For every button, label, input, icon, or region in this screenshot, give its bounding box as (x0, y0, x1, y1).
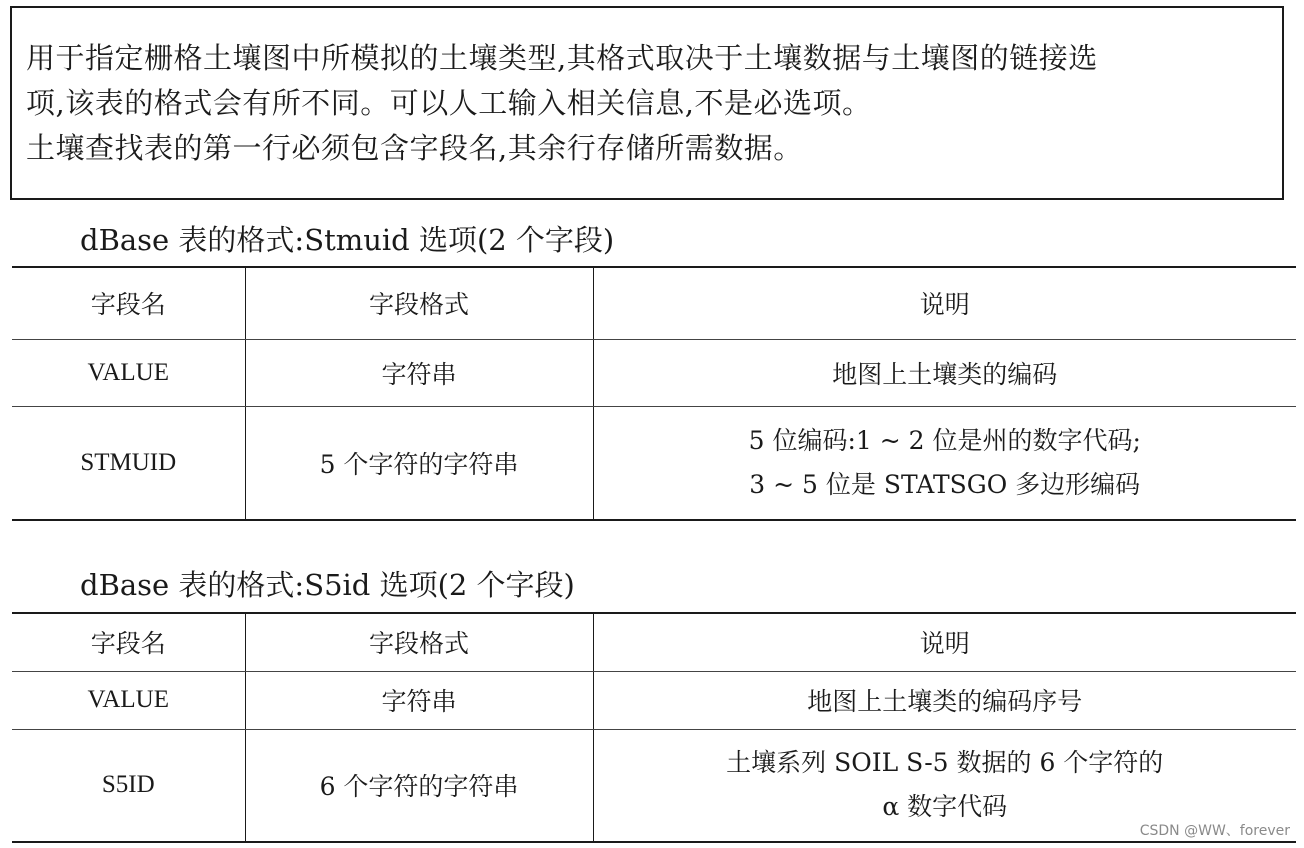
description-cell: 地图上土壤类的编码 (593, 339, 1296, 406)
watermark: CSDN @WW、forever (1139, 823, 1290, 839)
column-header-field-name: 字段名 (12, 613, 245, 671)
table2-caption: dBase 表的格式:S5id 选项(2 个字段) (80, 568, 575, 602)
intro-line-3: 土壤查找表的第一行必须包含字段名,其余行存储所需数据。 (26, 131, 803, 165)
column-header-field-format: 字段格式 (245, 267, 593, 339)
field-name-cell: VALUE (12, 339, 245, 406)
column-header-field-format: 字段格式 (245, 613, 593, 671)
s5id-format-table (12, 612, 1296, 843)
description-cell: 地图上土壤类的编码序号 (593, 671, 1296, 729)
field-format-cell: 字符串 (245, 671, 593, 729)
column-header-field-name: 字段名 (12, 267, 245, 339)
intro-box (10, 6, 1284, 200)
table-row (12, 671, 1296, 729)
field-format-cell: 5 个字符的字符串 (245, 406, 593, 520)
table-row (12, 729, 1296, 842)
intro-line-1: 用于指定栅格土壤图中所模拟的土壤类型,其格式取决于土壤数据与土壤图的链接选 (26, 41, 1098, 75)
column-header-description: 说明 (593, 267, 1296, 339)
description-line: 3 ~ 5 位是 STATSGO 多边形编码 (749, 469, 1141, 499)
description-line: α 数字代码 (882, 792, 1008, 822)
field-format-cell: 6 个字符的字符串 (245, 729, 593, 842)
field-name-cell: STMUID (12, 406, 245, 520)
stmuid-format-table (12, 266, 1296, 521)
description-cell (593, 406, 1296, 520)
field-name-cell: VALUE (12, 671, 245, 729)
field-name-cell: S5ID (12, 729, 245, 842)
description-line: 土壤系列 SOIL S-5 数据的 6 个字符的 (726, 748, 1164, 778)
column-header-description: 说明 (593, 613, 1296, 671)
intro-line-2: 项,该表的格式会有所不同。可以人工输入相关信息,不是必选项。 (26, 86, 872, 120)
description-line: 5 位编码:1 ~ 2 位是州的数字代码; (748, 425, 1141, 455)
field-format-cell: 字符串 (245, 339, 593, 406)
table1-caption: dBase 表的格式:Stmuid 选项(2 个字段) (80, 223, 615, 257)
table-header-row (12, 613, 1296, 671)
table-row (12, 339, 1296, 406)
table-row (12, 406, 1296, 520)
table-header-row (12, 267, 1296, 339)
